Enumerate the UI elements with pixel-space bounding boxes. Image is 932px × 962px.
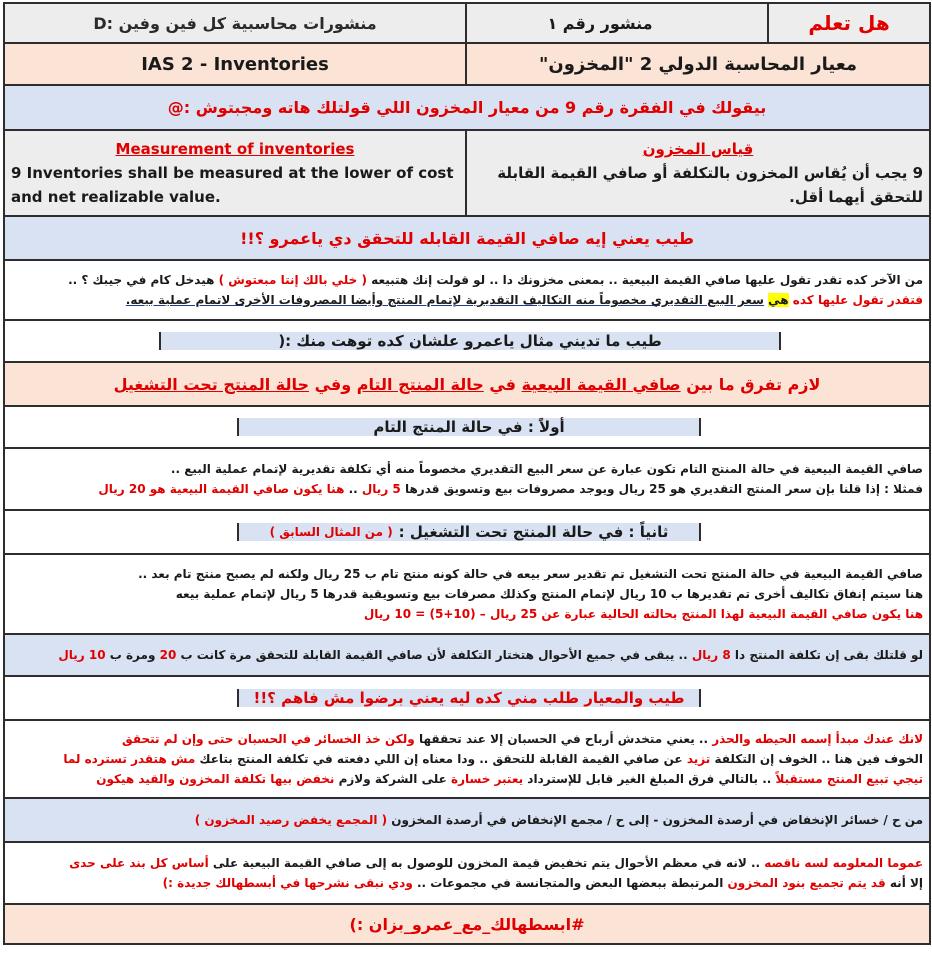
cost-note-b: 8 ريال [691, 648, 731, 662]
arabic-standard-title: معيار المحاسبة الدولي 2 "المخزون" [539, 53, 858, 75]
did-you-know-label: هل تعلم [808, 11, 890, 35]
intro-cell [4, 85, 930, 130]
second-case-heading: ثانياً : في حالة المنتج تحت التشغيل : [398, 523, 669, 541]
closing-lead: عموما المعلومه لسه ناقصه [764, 856, 924, 870]
prudence-text-d: .. بالتالي فرق المبلغ الغير قابل للإسترداد [527, 772, 772, 786]
first-case-body-cell [4, 448, 930, 510]
prudence-line-1 [11, 729, 923, 749]
distinguish-a: لازم تفرق ما بين [686, 374, 821, 394]
prudence-line-2 [11, 749, 923, 769]
prudence-text-b: الخوف فين هنا .. الخوف إن التكلفة [714, 752, 924, 766]
distinguish-d: حالة المنتج التام [356, 374, 484, 394]
series-title: منشورات محاسبية كل فين وفين :D [93, 13, 377, 33]
cost-note-f: 10 ريال [58, 648, 106, 662]
measurement-english-title: Measurement of inventories [115, 140, 355, 158]
english-standard-title: IAS 2 - Inventories [141, 53, 329, 75]
measurement-english-text: 9 Inventories shall be measured at the lower of cost and net realizable value. [11, 164, 454, 206]
example-request: طيب ما تديني مثال ياعمرو علشان كده توهت منك :( [278, 332, 662, 350]
arabic-title-cell [466, 43, 930, 85]
explanation-definition: سعر البيع التقديري مخصوماً منه التكاليف التقديرية لإتمام المنتج وأيضا المصروفات الأخرى لاتمام عملية بيعه. [125, 293, 764, 307]
prudence-writedown: نخفض بيها تكلفة المخزون والقيد هيكون [96, 772, 335, 786]
closing-line-2 [11, 873, 923, 893]
distinguish-c: في [489, 374, 516, 394]
first-case-heading: أولاً : في حالة المنتج التام [373, 418, 565, 436]
first-case-line-2 [11, 479, 923, 499]
second-case-line-3: هنا يكون صافي القيمة البيعية لهذا المنتج بحالته الحالية عبارة عن 25 ريال – (10+5) = 10 ريال [363, 607, 924, 621]
closing-item-basis: أساس كل بند على حدى [69, 856, 209, 870]
prudence-principle: لانك عندك مبدأ إسمه الحيطه والحذر [712, 732, 924, 746]
first-case-amount: 5 ريال [361, 482, 401, 496]
second-case-line-2: هنا سيتم إنفاق تكاليف أخرى تم تقديرها ب 10 ريال لإتمام المنتج وكذلك مصرفات بيع وتسويقية قدرها 5 ريال لإتمام عملية بيعه [175, 587, 924, 601]
question-1-cell [4, 216, 930, 260]
distinguish-cell [4, 362, 930, 406]
journal-entry: من ح / خسائر الإنخفاض في أرصدة المخزون - إلى ح / مجمع الإنخفاض في أرصدة المخزون [391, 813, 924, 827]
journal-note: ( المجمع يخفض رصيد المخزون ) [194, 813, 388, 827]
second-case-note: ( من المثال السابق ) [269, 525, 393, 539]
first-case-sep: .. [348, 482, 358, 496]
english-title-cell [4, 43, 466, 85]
prudence-losses: ولكن خذ الخسائر في الحسبان حتى وإن لم تتحقق [122, 732, 415, 746]
series-title-cell [4, 3, 466, 43]
post-table [3, 2, 931, 945]
distinguish-b: صافي القيمة البيعية [521, 374, 681, 394]
prudence-text-e: على الشركة ولازم [338, 772, 447, 786]
prudence-line-3 [11, 769, 923, 789]
post-number: منشور رقم ١ [547, 13, 653, 33]
prudence-unrecoverable: مش هتقدر تسترده لما [63, 752, 196, 766]
prudence-cell [4, 720, 930, 798]
second-case-heading-cell [4, 510, 930, 554]
first-case-heading-cell [4, 406, 930, 448]
journal-cell [4, 798, 930, 842]
did-you-know-cell [768, 3, 930, 43]
prudence-text-c: عن صافي القيمة القابلة للتحقق .. ودا معناه إن اللي دفعته في تكلفة المنتج بتاعك [199, 752, 683, 766]
measurement-arabic-cell [466, 130, 930, 216]
closing-text-b: إلا أنه [889, 876, 924, 890]
question-2-box [237, 689, 701, 707]
closing-text-c: المرتبطة ببعضها البعض والمتجانسة في مجموعات .. [416, 876, 724, 890]
intro-text: بيقولك في الفقرة رقم 9 من معيار المخزون اللي قولتلك هاته ومجبتوش :@ [167, 98, 767, 117]
closing-grouping: قد يتم تجميع بنود المخزون [727, 876, 886, 890]
distinguish-f: حالة المنتج تحت التشغيل [113, 374, 310, 394]
second-case-line-1: صافي القيمة البيعية في حالة المنتج تحت التشغيل تم تقدير سعر بيعه في حالة كونه منتج تام ب 25 ريال ولكنه لم يصبح منتج تام بعد .. [138, 567, 924, 581]
closing-cell [4, 842, 930, 904]
hashtag: #ابسطهالك_مع_عمرو_بزان :) [349, 914, 585, 934]
post-number-cell [466, 3, 768, 43]
closing-next: ودي نبقى نشرحها في أبسطهالك جديدة :) [162, 876, 413, 890]
example-request-cell [4, 320, 930, 362]
cost-note-cell [4, 634, 930, 676]
distinguish-e: وفي [314, 374, 352, 394]
cost-note-d: 20 [159, 648, 177, 662]
cost-note-a: لو قلتلك بقى إن تكلفة المنتج دا [734, 648, 924, 662]
explanation-cell [4, 260, 930, 320]
explanation-lead: فتقدر تقول عليها كده [792, 293, 924, 307]
prudence-increase: تزيد [686, 752, 711, 766]
first-case-text-a: فمثلا : إذا قلنا بإن سعر المنتج التقديري هو 25 ريال ويوجد مصروفات بيع وتسويق قدرها [404, 482, 924, 496]
question-2-cell [4, 676, 930, 720]
question-2: طيب والمعيار طلب مني كده ليه يعني برضوا مش فاهم ؟!! [253, 689, 685, 707]
measurement-english-cell [4, 130, 466, 216]
second-case-body-cell [4, 554, 930, 634]
cost-note-e: ومرة ب [109, 648, 156, 662]
explanation-text-b: هيدخل كام في جيبك ؟ .. [68, 273, 215, 287]
question-1: طيب يعني إيه صافي القيمة القابله للتحقق دي ياعمرو ؟!! [240, 228, 694, 248]
prudence-text-a: .. يعني متخدش أرباح في الحسبان إلا عند تحققها [418, 732, 708, 746]
first-case-line-1: صافي القيمة البيعية في حالة المنتج التام تكون عبارة عن سعر البيع التقديري مخصوماً منه أي تكلفة تقديرية لإتمام عملية البيع .. [170, 462, 924, 476]
prudence-future-sale: تيجي تبيع المنتج مستقبلاً [775, 772, 924, 786]
explanation-line-2 [11, 290, 923, 310]
prudence-loss: يعتبر خسارة [451, 772, 524, 786]
closing-line-1 [11, 853, 923, 873]
second-case-heading-box [237, 523, 701, 541]
explanation-line-1 [11, 270, 923, 290]
measurement-arabic-text: 9 يجب أن يُقاس المخزون بالتكلفة أو صافي القيمة القابلة للتحقق أيهما أقل. [497, 164, 924, 206]
measurement-arabic-title: قياس المخزون [642, 140, 754, 158]
hashtag-cell [4, 904, 930, 944]
explanation-text-a: من الآخر كده تقدر تقول عليها صافي القيمة البيعية .. بمعنى مخزونك دا .. لو قولت إنك هتبيعه [371, 273, 924, 287]
closing-text-a: .. لانه في معظم الأحوال يتم تخفيض قيمة المخزون للوصول به إلى صافي القيمة البيعية على [212, 856, 761, 870]
first-case-result: هنا يكون صافي القيمة البيعية هو 20 ريال [98, 482, 345, 496]
first-case-heading-box [237, 418, 701, 436]
example-request-box [159, 332, 781, 350]
cost-note-c: .. يبقى في جميع الأحوال هتختار التكلفة لأن صافي القيمة القابلة للتحقق مرة كانت ب [180, 648, 688, 662]
infographic-post [3, 2, 929, 945]
explanation-highlight: هي [768, 293, 789, 307]
explanation-note: ( خلي بالك إنتا مبعتوش ) [218, 273, 367, 287]
